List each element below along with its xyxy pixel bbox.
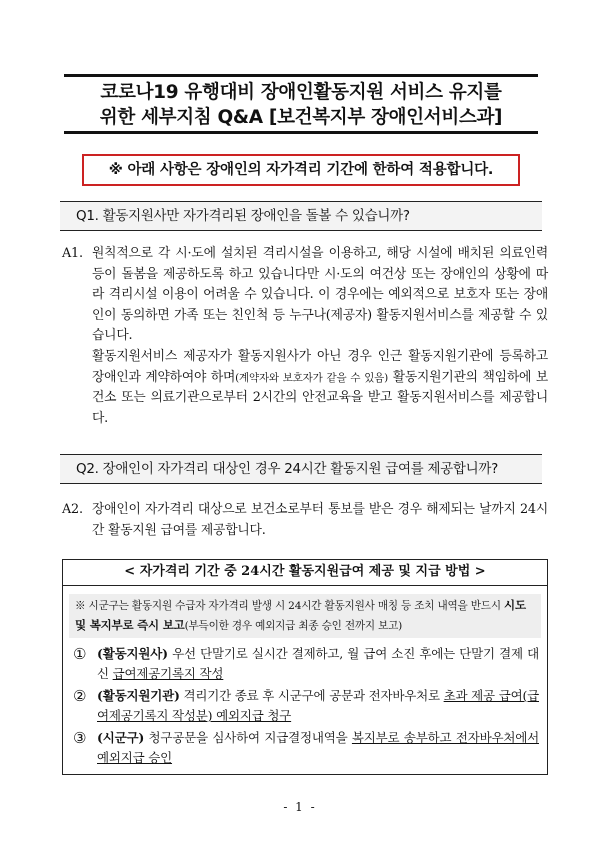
document-title [64,74,538,134]
question-1: Q1. 활동지원사만 자가격리된 장애인을 돌볼 수 있습니까? [60,201,542,231]
method-box [62,559,548,775]
method-item-3-who: (시군구) [97,730,145,745]
method-item-2 [73,686,539,726]
method-item-1 [73,644,539,684]
answer-1-p2-text-a: 활동지원서비스 제공자가 활동지원사가 아닌 경우 인근 활동지원기관에 등록하고 장애인과 계약하여야 하며 [92,348,548,385]
method-note-bold: 시도 및 복지부로 즉시 보고 [75,598,526,632]
method-title: < 자가격리 기간 중 24시간 활동지원급여 제공 및 지급 방법 > [63,560,547,586]
method-item-3-text: 청구공문을 심사하여 지급결정내역을 [144,730,352,745]
answer-1-p2-text-b: 활동지원기관의 책임하에 보건소 또는 의료기관으로부터 2시간의 안전교육을 받고 활동지원서비스를 제공합니다. [92,369,549,426]
method-item-1-underlined: 급여제공기록지 작성 [112,666,224,681]
answer-2-label: A2. [62,502,83,517]
answer-2-text: 장애인이 자가격리 대상으로 보건소로부터 통보를 받은 경우 해제되는 날까지 24시간 활동지원 급여를 제공합니다. [92,502,548,538]
answer-1-paragraph-1: 원칙적으로 각 시·도에 설치된 격리시설을 이용하고, 해당 시설에 배치된 의료인력 등이 돌봄을 제공하도록 하고 있습니다만 시·도의 여건상 또는 장애인의 상황에 따라 격리시설 이용이 어려울 수 있습니다. 이 경우에는 예외적으로 보호자 또는 장애인이 동의하면 가족 또는 친인척 등 누구나(제공자) 활동지원서비스를 제공할 수 있습니다. [92,246,548,344]
answer-1-p2-note: (계약자와 보호자가 같을 수 있음) [235,371,389,384]
title-line-1: 코로나19 유행대비 장애인활동지원 서비스 유지를 [100,82,502,103]
method-item-3 [73,728,539,768]
method-item-1-who: (활동지원사) [97,646,168,661]
method-note-text-b: (부득이한 경우 예외지급 최종 승인 전까지 보고) [184,620,403,632]
method-item-1-text: 우선 단말기로 실시간 결제하고, 월 급여 소진 후에는 단말기 결제 대신 [97,646,539,681]
title-line-2: 위한 세부지침 Q&A [보건복지부 장애인서비스과] [99,107,503,128]
answer-1-paragraph-2 [92,347,548,429]
method-item-2-who: (활동지원기관) [97,688,180,703]
page-number: - 1 - [283,800,317,814]
question-2: Q2. 장애인이 자가격리 대상인 경우 24시간 활동지원 급여를 제공합니까? [60,454,542,484]
answer-1-label: A1. [62,246,83,261]
method-note [69,594,541,638]
answer-1 [62,244,548,429]
notice-box: ※ 아래 사항은 장애인의 자가격리 기간에 한하여 적용합니다. [82,154,520,186]
method-item-1-number: ① [73,645,87,663]
method-item-2-number: ② [73,687,87,705]
method-item-3-number: ③ [73,729,87,747]
method-item-3-underlined: 복지부로 송부하고 전자바우처에서 예외지급 승인 [97,730,539,765]
method-note-text-a: ※ 시군구는 활동지원 수급자 자가격리 발생 시 24시간 활동지원사 매칭 등 조치 내역을 반드시 [75,600,505,612]
method-item-2-underlined: 초과 제공 급여(급여제공기록지 작성분) 예외지급 청구 [97,688,539,723]
method-item-2-text: 격리기간 종료 후 시군구에 공문과 전자바우처로 [179,688,444,703]
answer-2 [62,500,548,541]
